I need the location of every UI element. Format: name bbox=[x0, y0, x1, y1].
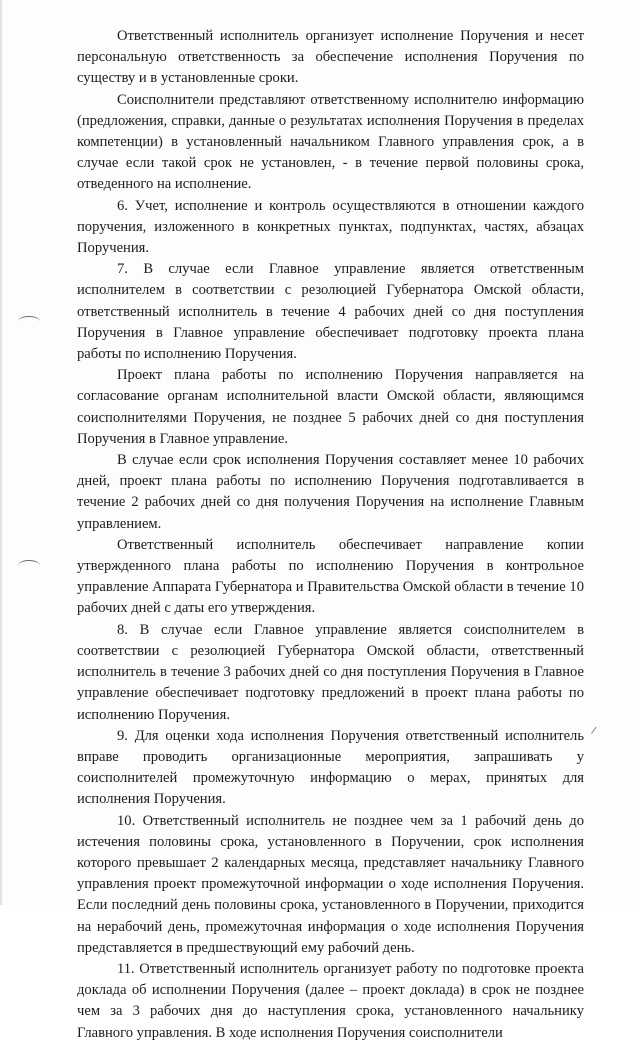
paragraph-plan-approval: Проект плана работы по исполнению Поручения направляется на согласование органам исполнительной власти Омской области, являющимся соисполнителями Поручения, не позднее 5 рабочих дней со дня поступления Поручения в Главное управление. bbox=[77, 367, 584, 447]
paragraph-plan-copy: Ответственный исполнитель обеспечивает направление копии утвержденного плана работы по исполнению Поручения в контрольное управление Аппарата Губернатора и Правительства Омской области в течение 10 рабочих дней с даты его утверждения. bbox=[77, 536, 584, 617]
scan-edge-shadow bbox=[0, 0, 3, 905]
paragraph-item-7: 7. В случае если Главное управление является ответственным исполнителем в соответствии с резолюцией Губернатора Омской области, ответственный исполнитель в течение 4 рабочих дней со дня поступления Поручения в Главное управление обеспечивает подготовку проекта плана работы по исполнению Поручения. bbox=[77, 261, 584, 363]
paragraph-item-9: 9. Для оценки хода исполнения Поручения ответственный исполнитель вправе проводить организационные мероприятия, запрашивать у соисполнителей промежуточную информацию о мерах, принятых для исполнения Поручения. bbox=[77, 727, 584, 808]
hole-punch-mark bbox=[18, 316, 40, 327]
document-body bbox=[77, 26, 584, 1041]
paragraph-item-10: 10. Ответственный исполнитель не позднее чем за 1 рабочий день до истечения половины срока, установленного в Поручении, срок исполнения которого превышает 2 календарных месяца, представляет начальнику Главного управления проект промежуточной информации о ходе исполнения Поручения. Если последний день половины срока, установленного в Поручении, приходится на нерабочий день, промежуточная информация о ходе исполнения Поручения представляется в предшествующий ему рабочий день. bbox=[77, 812, 584, 956]
paragraph-item-8: 8. В случае если Главное управление является соисполнителем в соответствии с резолюцией Губернатора Омской области, ответственный исполнитель в течение 3 рабочих дней со дня поступления Поручения в Главное управление обеспечивает подготовку предложений в проект плана работы по исполнению Поручения. bbox=[77, 621, 584, 723]
paragraph-short-deadline: В случае если срок исполнения Поручения составляет менее 10 рабочих дней, проект плана работы по исполнению Поручения подготавливается в течение 2 рабочих дней со дня получения Поручения на исполнение Главным управлением. bbox=[77, 452, 584, 532]
pen-stroke-mark bbox=[585, 722, 597, 734]
paragraph-responsibility: Ответственный исполнитель организует исполнение Поручения и несет персональную ответственность за обеспечение исполнения Поручения по существу и в установленные сроки. bbox=[77, 28, 584, 87]
paragraph-co-executors: Соисполнители представляют ответственному исполнителю информацию (предложения, справки, данные о результатах исполнения Поручения в пределах компетенции) в установленный начальником Главного управления срок, а в случае если такой срок не установлен, - в течение первой половины срока, отведенного на исполнение. bbox=[77, 91, 584, 193]
paragraph-item-11: 11. Ответственный исполнитель организует работу по подготовке проекта доклада об исполнении Поручения (далее – проект доклада) в срок не позднее чем за 3 рабочих дня до наступления срока, установленного начальнику Главного управления. В ходе исполнения Поручения соисполнители bbox=[77, 960, 584, 1041]
hole-punch-mark bbox=[18, 560, 40, 571]
paragraph-item-6: 6. Учет, исполнение и контроль осуществляются в отношении каждого поручения, изложенного в конкретных пунктах, подпунктах, частях, абзацах Поручения. bbox=[77, 197, 584, 257]
